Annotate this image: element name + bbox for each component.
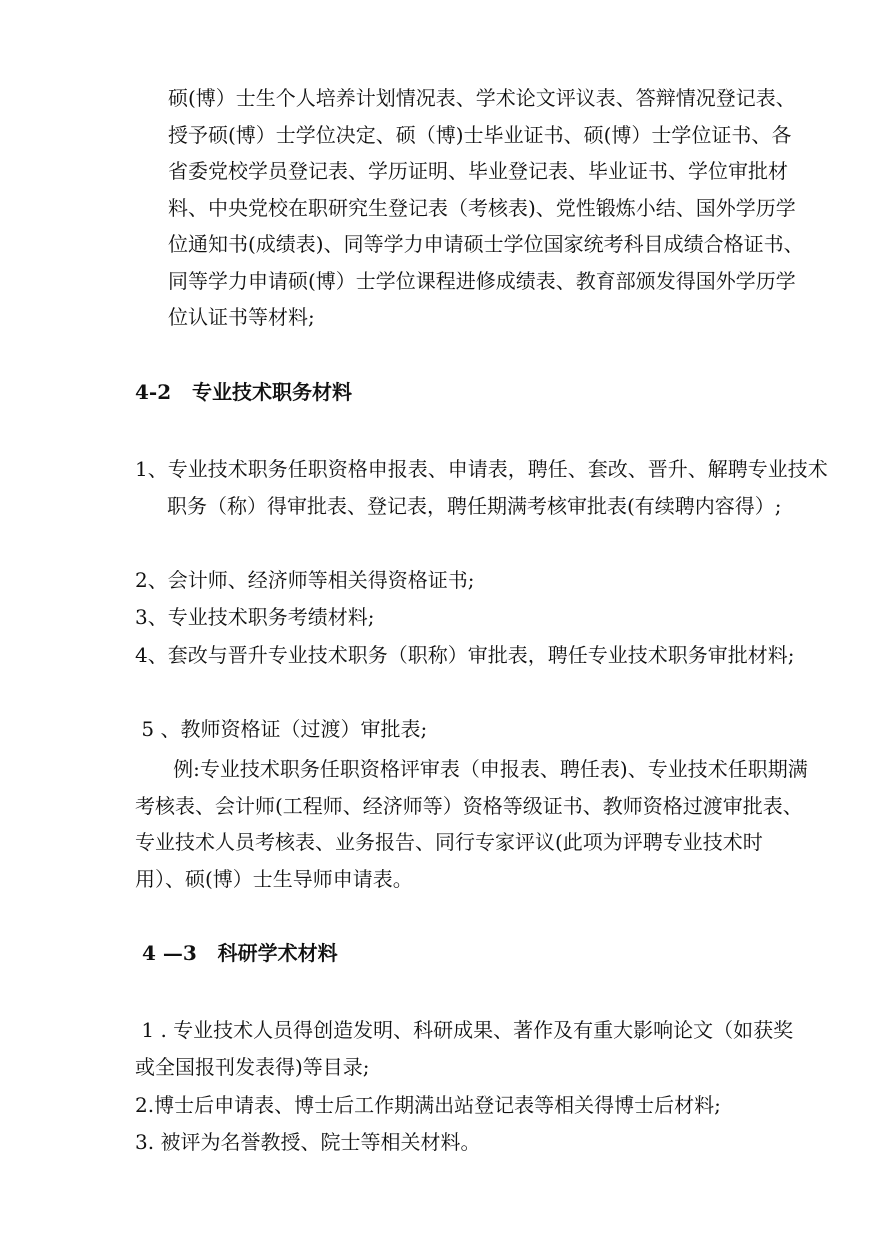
intro-paragraph: 硕(博）士生个人培养计划情况表、学术论文评议表、答辩情况登记表、授予硕(博）士学位决定、硕（博)士毕业证书、硕(博）士学位证书、各省委党校学员登记表、学历证明、毕业登记表、毕业证书、学位审批材料、中央党校在职研究生登记表（考核表)、党性锻炼小结、国外学历学位通知书(成绩表)、同等学力申请硕士学位国家统考科目成绩合格证书、同等学力申请硕(博）士学位课程进修成绩表、教育部颁发得国外学历学位认证书等材料;: [168, 86, 804, 329]
section-heading-4-2: 4-2 专业技术职务材料: [135, 380, 353, 404]
list-item-4-2-4: 4、套改与晋升专业技术职务（职称）审批表，聘任专业技术职务审批材料;: [135, 643, 795, 667]
list-item-4-2-3: 3、专业技术职务考绩材料;: [135, 605, 375, 629]
list-item-4-2-2: 2、会计师、经济师等相关得资格证书;: [135, 568, 475, 592]
list-item-4-3-3: 3. 被评为名誉教授、院士等相关材料。: [135, 1130, 481, 1154]
list-item-4-3-1: 1 . 专业技术人员得创造发明、科研成果、著作及有重大影响论文（如获奖或全国报刊发表得)等目录;: [135, 1018, 794, 1079]
example-paragraph: 例:专业技术职务任职资格评审表（申报表、聘任表)、专业技术任职期满考核表、会计师(工程师、经济师等）资格等级证书、教师资格过渡审批表、专业技术人员考核表、业务报告、同行专家评议(此项为评聘专业技术时用）、硕(博）士生导师申请表。: [135, 757, 808, 891]
list-item-4-3-2: 2.博士后申请表、博士后工作期满出站登记表等相关得博士后材料;: [135, 1093, 721, 1117]
section-heading-4-3: 4 —3 科研学术材料: [135, 941, 338, 965]
list-item-4-2-5: 5 、教师资格证（过渡）审批表;: [135, 717, 428, 741]
list-item-4-2-1: 1、专业技术职务任职资格申报表、申请表，聘任、套改、晋升、解聘专业技术职务（称）得审批表、登记表，聘任期满考核审批表(有续聘内容得）;: [135, 457, 828, 518]
